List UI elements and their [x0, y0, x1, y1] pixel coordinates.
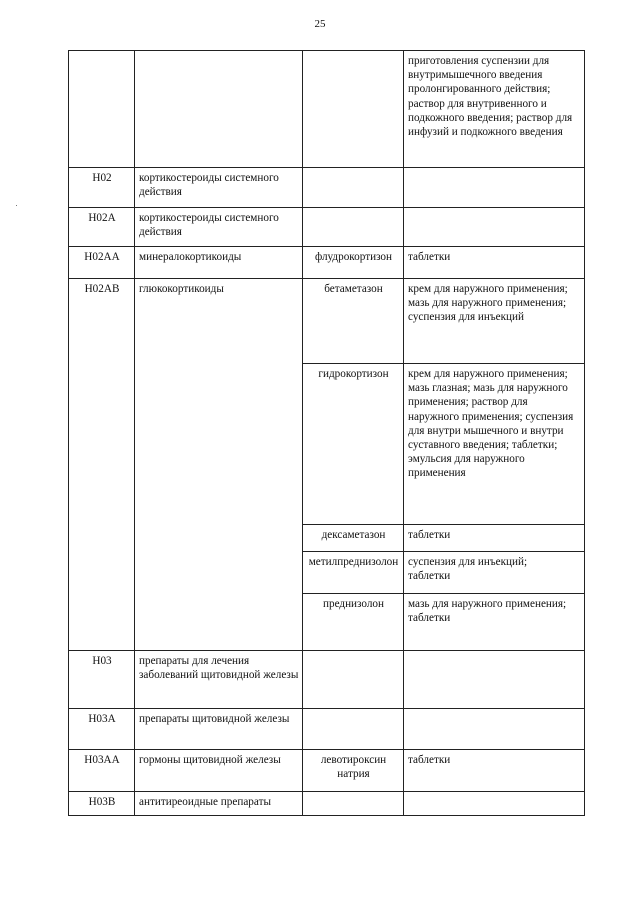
drug-name-cell: преднизолон [303, 594, 404, 651]
drug-name-cell [303, 208, 404, 247]
atc-code-cell: H03A [69, 709, 135, 750]
dosage-form-cell [404, 651, 585, 709]
drug-table-body [69, 51, 585, 816]
drug-name-cell [303, 168, 404, 208]
group-cell: препараты щитовидной железы [135, 709, 303, 750]
page-number: 25 [314, 18, 326, 30]
atc-code-cell: H02 [69, 168, 135, 208]
group-cell [135, 51, 303, 168]
atc-code-cell: H03 [69, 651, 135, 709]
dosage-form-line: суспензия для инъекций; [408, 556, 528, 568]
dosage-form-line: суспензия для инъекций [408, 311, 525, 324]
drug-name-cell: бетаметазон [303, 279, 404, 364]
dosage-form-line: мазь для наружного применения; [408, 598, 567, 610]
table-row [69, 279, 585, 364]
group-cell: глюкокортикоиды [135, 279, 303, 651]
dosage-form-cell [404, 208, 585, 247]
drug-name-cell [303, 51, 404, 168]
drug-table [68, 50, 585, 816]
drug-name-cell [303, 792, 404, 816]
table-row [69, 208, 585, 247]
group-cell: антитиреоидные препараты [135, 792, 303, 816]
drug-name-cell [303, 651, 404, 709]
drug-name-cell [303, 709, 404, 750]
table-row [69, 51, 585, 168]
group-cell: минералокортикоиды [135, 247, 303, 279]
dosage-form-line: таблетки [408, 570, 451, 583]
dosage-form-line: таблетки [408, 251, 451, 263]
dosage-form-cell [404, 279, 585, 364]
dosage-form-cell [404, 247, 585, 279]
atc-code-cell: H02AA [69, 247, 135, 279]
atc-code-cell: H02AB [69, 279, 135, 651]
dosage-form-line: таблетки [408, 754, 451, 766]
dosage-form-line: крем для наружного применения; мазь глазная; мазь для наружного применения; раствор для наружного применения; суспензия для внутри мышечного и внутри суставного введения; таблетки; эмульсия для наружного применения [408, 368, 574, 480]
drug-name-cell: дексаметазон [303, 525, 404, 552]
dosage-form-line: приготовления суспензии для внутримышечного введения пролонгированного действия; раствор для внутривенного и подкожного введения; раствор для инфузий и подкожного введения [408, 55, 573, 139]
dosage-form-line: таблетки [408, 529, 451, 541]
dosage-form-cell [404, 594, 585, 651]
group-cell: гормоны щитовидной железы [135, 750, 303, 792]
margin-mark [16, 205, 17, 206]
table-row [69, 651, 585, 709]
dosage-form-cell [404, 51, 585, 168]
dosage-form-cell [404, 792, 585, 816]
table-row [69, 750, 585, 792]
atc-code-cell [69, 51, 135, 168]
atc-code-cell: H03AA [69, 750, 135, 792]
dosage-form-cell [404, 709, 585, 750]
table-row [69, 168, 585, 208]
drug-name-cell: левотироксин натрия [303, 750, 404, 792]
drug-name-cell: флудрокортизон [303, 247, 404, 279]
atc-code-cell: H02A [69, 208, 135, 247]
dosage-form-line: мазь для наружного применения; [408, 297, 567, 310]
group-cell: кортикостероиды системного действия [135, 168, 303, 208]
table-row [69, 247, 585, 279]
atc-code-cell: H03B [69, 792, 135, 816]
dosage-form-line: таблетки [408, 612, 451, 625]
drug-name-cell: метилпреднизолон [303, 552, 404, 594]
table-row [69, 792, 585, 816]
group-cell: препараты для лечения заболеваний щитовидной железы [135, 651, 303, 709]
group-cell: кортикостероиды системного действия [135, 208, 303, 247]
dosage-form-cell [404, 168, 585, 208]
dosage-form-cell [404, 552, 585, 594]
dosage-form-cell [404, 364, 585, 525]
dosage-form-cell [404, 525, 585, 552]
drug-name-cell: гидрокортизон [303, 364, 404, 525]
table-row [69, 709, 585, 750]
dosage-form-line: крем для наружного применения; [408, 283, 568, 295]
dosage-form-cell [404, 750, 585, 792]
